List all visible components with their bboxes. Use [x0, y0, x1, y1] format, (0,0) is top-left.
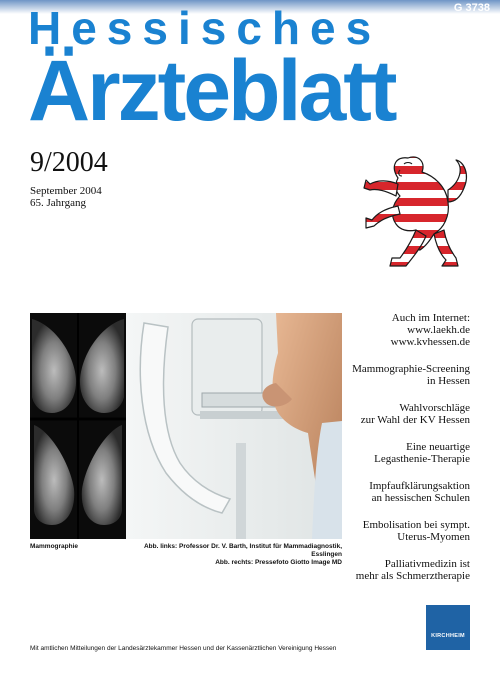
photo-caption-right — [128, 543, 342, 567]
topic-embolisation: Embolisation bei sympt. Uterus-Myomen — [362, 519, 470, 543]
masthead-line-1: Hessisches — [28, 2, 382, 54]
topic-internet: Auch im Internet: www.laekh.de www.kvhessen.de — [348, 312, 470, 348]
issue-volume: 65. Jahrgang — [30, 197, 87, 209]
cover-topics-list — [348, 312, 470, 597]
masthead-line-2: Ärzteblatt — [28, 43, 395, 139]
link-laekh[interactable]: www.laekh.de — [407, 324, 470, 336]
mammogram-xray-images — [30, 313, 126, 539]
photo-credit-left: Abb. links: Professor Dr. V. Barth, Institut für Mammadiagnostik, Esslingen — [143, 543, 342, 558]
issue-date: September 2004 — [30, 185, 102, 197]
mammography-machine-photo — [126, 313, 342, 539]
topic-mammographie: Mammographie-Screening in Hessen — [352, 363, 470, 387]
topic-impfaufklaerung: Impfaufklärungsaktion an hessischen Schulen — [369, 480, 470, 504]
postal-code-badge: G 3738 — [453, 2, 490, 14]
cover-photo — [30, 313, 342, 539]
issue-number: 9/2004 — [30, 147, 108, 178]
topic-wahlvorschlaege: Wahlvorschläge zur Wahl der KV Hessen — [360, 402, 470, 426]
cover-footer: Mit amtlichen Mitteilungen der Landesärztekammer Hessen und der Kassenärztlichen Vereinigung Hessen — [30, 645, 337, 652]
publisher-name: KIRCHHEIM — [431, 633, 465, 639]
link-kvhessen[interactable]: www.kvhessen.de — [390, 336, 470, 348]
publisher-logo — [426, 605, 470, 650]
topic-palliativmedizin: Palliativmedizin ist mehr als Schmerztherapie — [355, 558, 470, 582]
topic-legasthenie: Eine neuartige Legasthenie-Therapie — [374, 441, 470, 465]
photo-caption-left: Mammographie — [30, 543, 79, 550]
hessian-lion-icon — [360, 150, 475, 270]
photo-credit-right: Abb. rechts: Pressefoto Giotto Image MD — [215, 559, 342, 566]
